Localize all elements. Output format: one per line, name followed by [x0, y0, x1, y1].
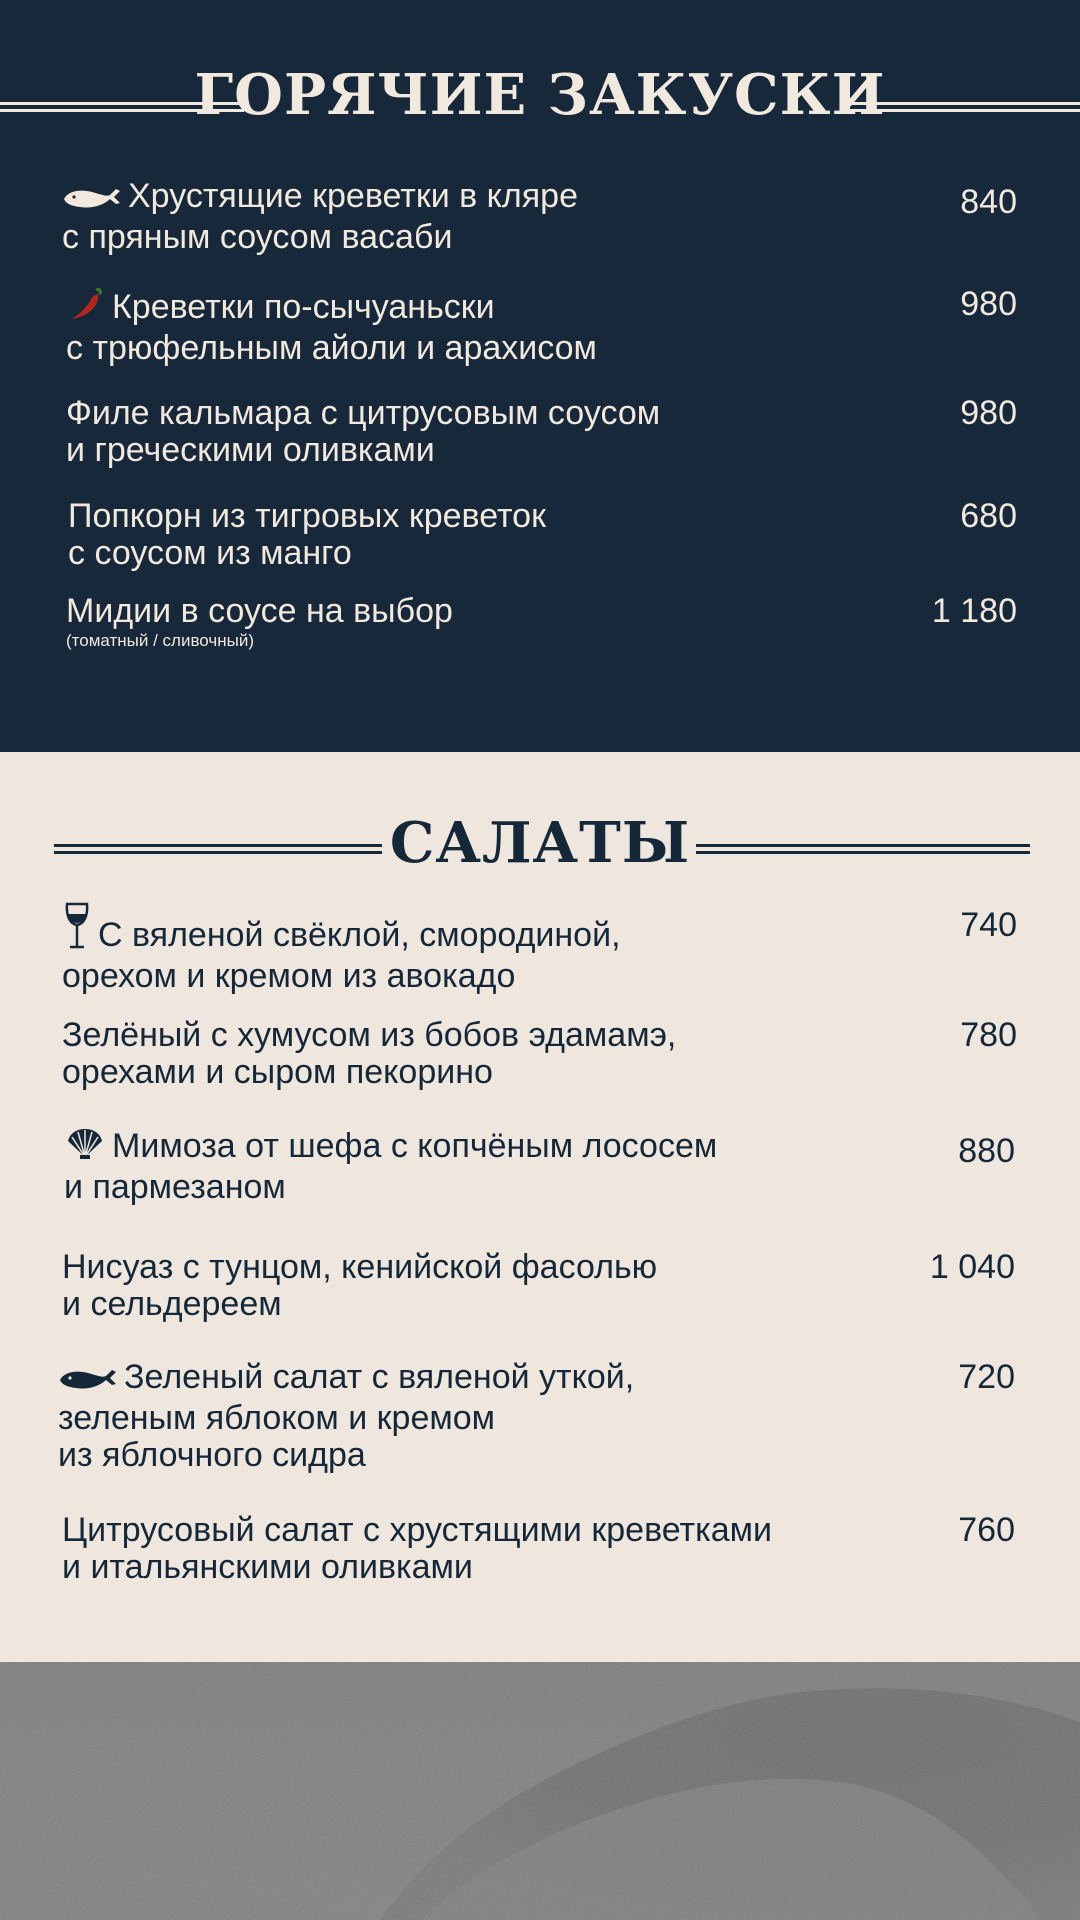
- item-price: 760: [958, 1511, 1015, 1549]
- item-name-line2: зеленым яблоком и кремом: [58, 1399, 496, 1437]
- item-name-line3: из яблочного сидра: [58, 1436, 366, 1474]
- menu-item: [66, 395, 660, 469]
- item-price: 980: [960, 285, 1017, 323]
- section-title: САЛАТЫ: [389, 810, 691, 876]
- item-name-line2: с пряным соусом васаби: [62, 218, 453, 256]
- item-price: 780: [960, 1016, 1017, 1054]
- section-title: ГОРЯЧИЕ ЗАКУСКИ: [194, 62, 886, 128]
- item-name-line1: Филе кальмара с цитрусовым соусом: [66, 394, 661, 432]
- item-name-line2: и греческими оливками: [66, 431, 435, 469]
- hot-appetizers-section: [0, 0, 1080, 752]
- menu-item: [66, 593, 453, 652]
- menu-item: [62, 1017, 676, 1091]
- item-price: 740: [960, 906, 1017, 944]
- menu-item: [58, 1359, 634, 1474]
- item-name-line1: Цитрусовый салат с хрустящими креветками: [62, 1511, 772, 1549]
- item-name-line2: орехами и сыром пекорино: [62, 1053, 493, 1091]
- menu-item: [66, 286, 597, 367]
- item-name-line2: с трюфельным айоли и арахисом: [66, 329, 597, 367]
- menu-item: [64, 1127, 717, 1206]
- menu-item: [62, 1512, 772, 1586]
- item-price: 1 040: [929, 1248, 1015, 1286]
- whale-icon: [62, 182, 122, 219]
- item-name-line1: Мимоза от шефа с копчёным лососем: [112, 1127, 718, 1165]
- item-name-line1: Нисуаз с тунцом, кенийской фасолью: [62, 1248, 658, 1286]
- menu-item: [62, 1249, 657, 1323]
- item-price: 880: [958, 1132, 1015, 1170]
- item-price: 1 180: [931, 592, 1017, 630]
- whale-icon: [58, 1363, 118, 1400]
- item-price: 720: [958, 1358, 1015, 1396]
- menu-item: [62, 178, 578, 256]
- item-name-line1: Хрустящие креветки в кляре: [128, 177, 579, 215]
- chili-pepper-icon: [66, 286, 106, 330]
- shell-icon: [64, 1127, 106, 1169]
- item-name-line1: Зелёный с хумусом из бобов эдамамэ,: [62, 1016, 677, 1054]
- item-price: 680: [960, 497, 1017, 535]
- item-name-line1: Креветки по-сычуаньски: [112, 288, 495, 326]
- menu-item: [68, 498, 546, 572]
- wine-glass-icon: [62, 902, 92, 958]
- menu-item: [62, 902, 621, 995]
- item-name-line2: орехом и кремом из авокадо: [62, 957, 516, 995]
- item-name-line1: Попкорн из тигровых креветок: [68, 497, 546, 535]
- item-name-line2: с соусом из манго: [68, 534, 352, 572]
- salads-section: [0, 752, 1080, 1662]
- item-price: 840: [960, 183, 1017, 221]
- item-note: (томатный / сливочный): [66, 631, 254, 650]
- item-name-line1: С вяленой свёклой, смородиной,: [98, 916, 621, 954]
- item-price: 980: [960, 394, 1017, 432]
- item-name-line1: Мидии в соусе на выбор: [66, 592, 453, 630]
- item-name-line2: и пармезаном: [64, 1168, 286, 1206]
- wave-photo: [0, 1662, 1080, 1920]
- item-name-line1: Зеленый салат с вяленой уткой,: [124, 1358, 635, 1396]
- item-name-line2: и итальянскими оливками: [62, 1548, 473, 1586]
- item-name-line2: и сельдереем: [62, 1285, 282, 1323]
